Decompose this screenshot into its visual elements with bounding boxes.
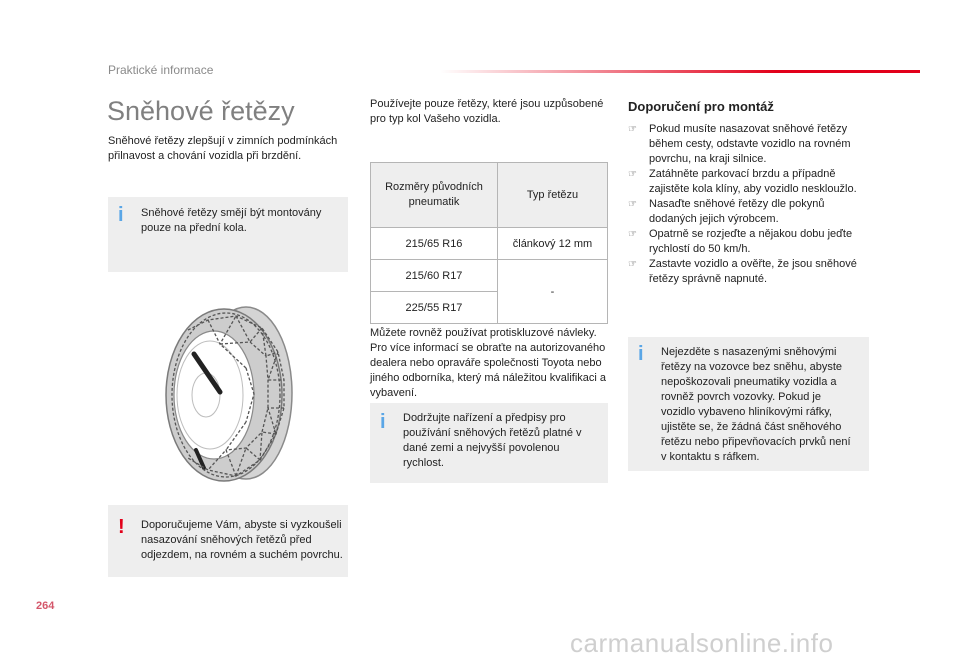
note-text: Doporučujeme Vám, abyste si vyzkoušeli nasazování sněhových řetězů před odjezdem, na rovném a suchém povrchu. [141, 519, 343, 561]
info-note-front-wheels [108, 197, 348, 272]
note-text: Dodržujte nařízení a předpisy pro používání sněhových řetězů platné v dané zemi a nejvyšší povolenou rychlost. [403, 412, 582, 469]
table-cell-chain: článkový 12 mm [498, 228, 608, 260]
tire-chain-illustration [150, 300, 310, 490]
chains-usage-text: Používejte pouze řetězy, které jsou uzpůsobené pro typ kol Vašeho vozidla. [370, 98, 604, 125]
pointer-bullet-icon: ☞ [628, 259, 637, 270]
table-cell-chain: - [498, 260, 608, 324]
note-text: Sněhové řetězy smějí být montovány pouze na přední kola. [141, 207, 322, 234]
anti-skid-text: Můžete rovněž používat protiskluzové návleky. Pro více informací se obraťte na autorizovaného dealera nebo opraváře společnosti Toyota nebo jiného odborníka, který má náležitou kvalifikaci a vybavení. [370, 327, 607, 399]
info-note-regulations [370, 403, 608, 483]
info-icon: i [380, 411, 386, 433]
header-accent-line [440, 70, 920, 73]
list-item: ☞ Pokud musíte nasazovat sněhové řetězy během cesty, odstavte vozidlo na rovném povrchu, na kraji silnice. [628, 123, 851, 165]
section-label: Praktické informace [108, 63, 214, 77]
table-header-size: Rozměry původních pneumatik [371, 163, 498, 228]
table-header-chain: Typ řetězu [498, 163, 608, 228]
mounting-steps-list [628, 122, 873, 287]
info-icon: i [638, 343, 644, 365]
table-cell-size: 215/60 R17 [371, 260, 498, 292]
list-item: ☞ Opatrně se rozjeďte a nějakou dobu jeďte rychlostí do 50 km/h. [628, 228, 853, 255]
table-cell-size: 215/65 R16 [371, 228, 498, 260]
tire-chain-table [370, 162, 608, 324]
pointer-bullet-icon: ☞ [628, 124, 637, 135]
list-item: ☞ Nasaďte sněhové řetězy dle pokynů dodaných jejich výrobcem. [628, 198, 825, 225]
mounting-heading: Doporučení pro montáž [628, 99, 774, 114]
list-item: ☞ Zatáhněte parkovací brzdu a případně zajistěte kola klíny, aby vozidlo neskloužlo. [628, 168, 857, 195]
pointer-bullet-icon: ☞ [628, 229, 637, 240]
list-item: ☞ Zastavte vozidlo a ověřte, že jsou sněhové řetězy správně napnuté. [628, 258, 857, 285]
table-header-row [371, 163, 608, 228]
info-icon: i [118, 204, 124, 226]
pointer-bullet-icon: ☞ [628, 169, 637, 180]
page-title: Sněhové řetězy [107, 96, 295, 126]
intro-text: Sněhové řetězy zlepšují v zimních podmínkách přilnavost a chování vozidla při brzdění. [108, 135, 338, 162]
pointer-bullet-icon: ☞ [628, 199, 637, 210]
table-row [371, 228, 608, 260]
table-row [371, 260, 608, 292]
warning-icon: ! [118, 516, 125, 538]
tire-with-chain-icon [150, 300, 310, 490]
warning-note-practice [108, 505, 348, 577]
note-text: Nejezděte s nasazenými sněhovými řetězy na vozovce bez sněhu, abyste nepoškozovali pneumatiky vozidla a rovněž povrch vozovky. Pokud je vozidlo vybaveno hliníkovými ráfky, ujistěte se, že žádná část sněhového řetězu nebo připevňovacích prvků není v kontaktu s ráfkem. [661, 346, 851, 463]
watermark: carmanualsonline.info [570, 628, 834, 658]
table-cell-size: 225/55 R17 [371, 292, 498, 324]
info-note-avoid-damage [628, 337, 869, 471]
page-number: 264 [36, 600, 55, 612]
